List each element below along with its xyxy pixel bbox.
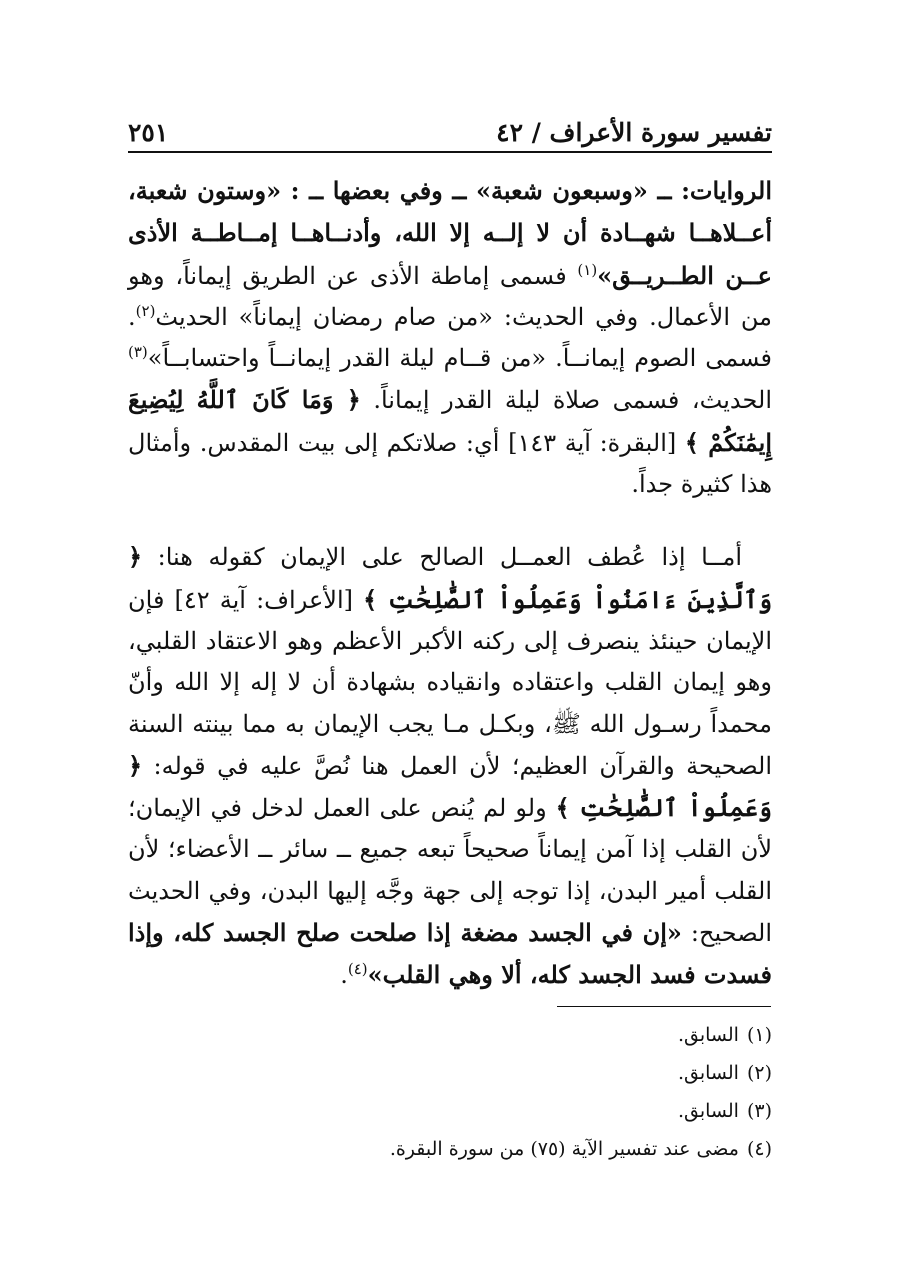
footnote-ref-4: (٤) <box>347 960 368 979</box>
paragraph-2-text-3: ولو لم يُنص على العمل لدخل في الإيمان؛ لأن القلب إذا آمن إيماناً صحيحاً تبعه جميع ــ سائر ــ الأعضاء؛ لأن القلب أمير البدن، إذا توجه إلى جهة وجَّه إليها البدن، وفي الحديث الصحيح: <box>128 794 772 948</box>
footnote-text: السابق. <box>677 1024 739 1046</box>
page-header <box>128 103 772 151</box>
footnote-text: مضى عند تفسير الآية (٧٥) من سورة البقرة. <box>389 1138 739 1160</box>
footnote-number: (١) <box>746 1024 772 1046</box>
footnote-text: السابق. <box>677 1100 739 1122</box>
quran-verse-1: ﴿ وَمَا كَانَ ٱللَّهُ لِيُضِيعَ إِيمَٰنَكُمْ ﴾ <box>128 385 772 457</box>
paragraph-1-text-2: فسمى إماطة الأذى عن الطريق إيماناً، وهو من الأعمال. وفي الحديث: «من صام رمضان إيماناً» الحديث <box>128 261 772 331</box>
paragraph-2-text-1: أمــا إذا عُطف العمــل الصالح على الإيمان كقوله هنا: <box>142 543 742 572</box>
quran-verse-2: ﴿ وَٱلَّذِينَ ءَامَنُواْ وَعَمِلُواْ ٱلصَّٰلِحَٰتِ ﴾ <box>128 542 772 614</box>
footnote-2 <box>128 1054 772 1092</box>
paragraph-1-text-5: [البقرة: آية ١٤٣] أي: صلاتكم إلى بيت المقدس. وأمثال هذا كثيرة جداً. <box>128 428 772 499</box>
header-rule <box>128 151 772 153</box>
footnote-number: (٤) <box>746 1138 772 1160</box>
footnote-number: (٢) <box>746 1062 772 1084</box>
footnote-1 <box>128 1016 772 1054</box>
footnote-ref-1: (١) <box>577 260 598 279</box>
paragraph-1-text-3: . فسمى الصوم إيمانــاً. «من قــام ليلة القدر إيمانــاً واحتسابــاً» <box>128 302 772 373</box>
footnote-rule <box>557 1006 771 1007</box>
running-title: تفسير سورة الأعراف / ٤٢ <box>496 118 772 147</box>
page-number: ٢٥١ <box>128 118 169 147</box>
paragraph-2-text-2: [الأعراف: آية ٤٢] فإن الإيمان حينئذ ينصرف إلى ركنه الأكبر الأعظم وهو الاعتقاد القلبي، وهو إيمان القلب واعتقاده وانقياده بشهادة أن لا إله إلا الله وأنّ محمداً رسـول الله ﷺ، وبكـل مـا يجب الإيمان به مما بينته السنة الصحيحة والقرآن العظيم؛ لأن العمل هنا نُصَّ عليه في قوله: <box>128 585 772 780</box>
footnote-ref-2: (٢) <box>135 301 156 320</box>
paragraph-1-text-4: الحديث، فسمى صلاة ليلة القدر إيماناً. <box>360 386 772 415</box>
footnote-number: (٣) <box>746 1100 772 1122</box>
narrations-text: الروايات: ــ «وسبعون شعبة» ــ وفي بعضها ــ : «وستون شعبة، أعــلاهــا شهــادة أن لا إلــه إلا الله، وأدنــاهــا إمــاطــة الأذى عــن الطــريــق» <box>128 176 772 290</box>
paragraph-2 <box>128 536 772 996</box>
footnote-text: السابق. <box>677 1062 739 1084</box>
main-text <box>128 170 772 997</box>
paragraph-1 <box>128 170 772 505</box>
hadith-quote: «إن في الجسد مضغة إذا صلحت صلح الجسد كله، وإذا فسدت فسد الجسد كله، ألا وهي القلب» <box>128 918 772 990</box>
quran-verse-3: ﴿ وَعَمِلُواْ ٱلصَّٰلِحَٰتِ ﴾ <box>128 750 772 823</box>
footnote-4 <box>128 1130 772 1168</box>
footnote-3 <box>128 1092 772 1130</box>
paragraph-2-text-4: . <box>340 961 348 990</box>
footnotes <box>128 1016 772 1168</box>
footnote-ref-3: (٣) <box>128 343 148 362</box>
